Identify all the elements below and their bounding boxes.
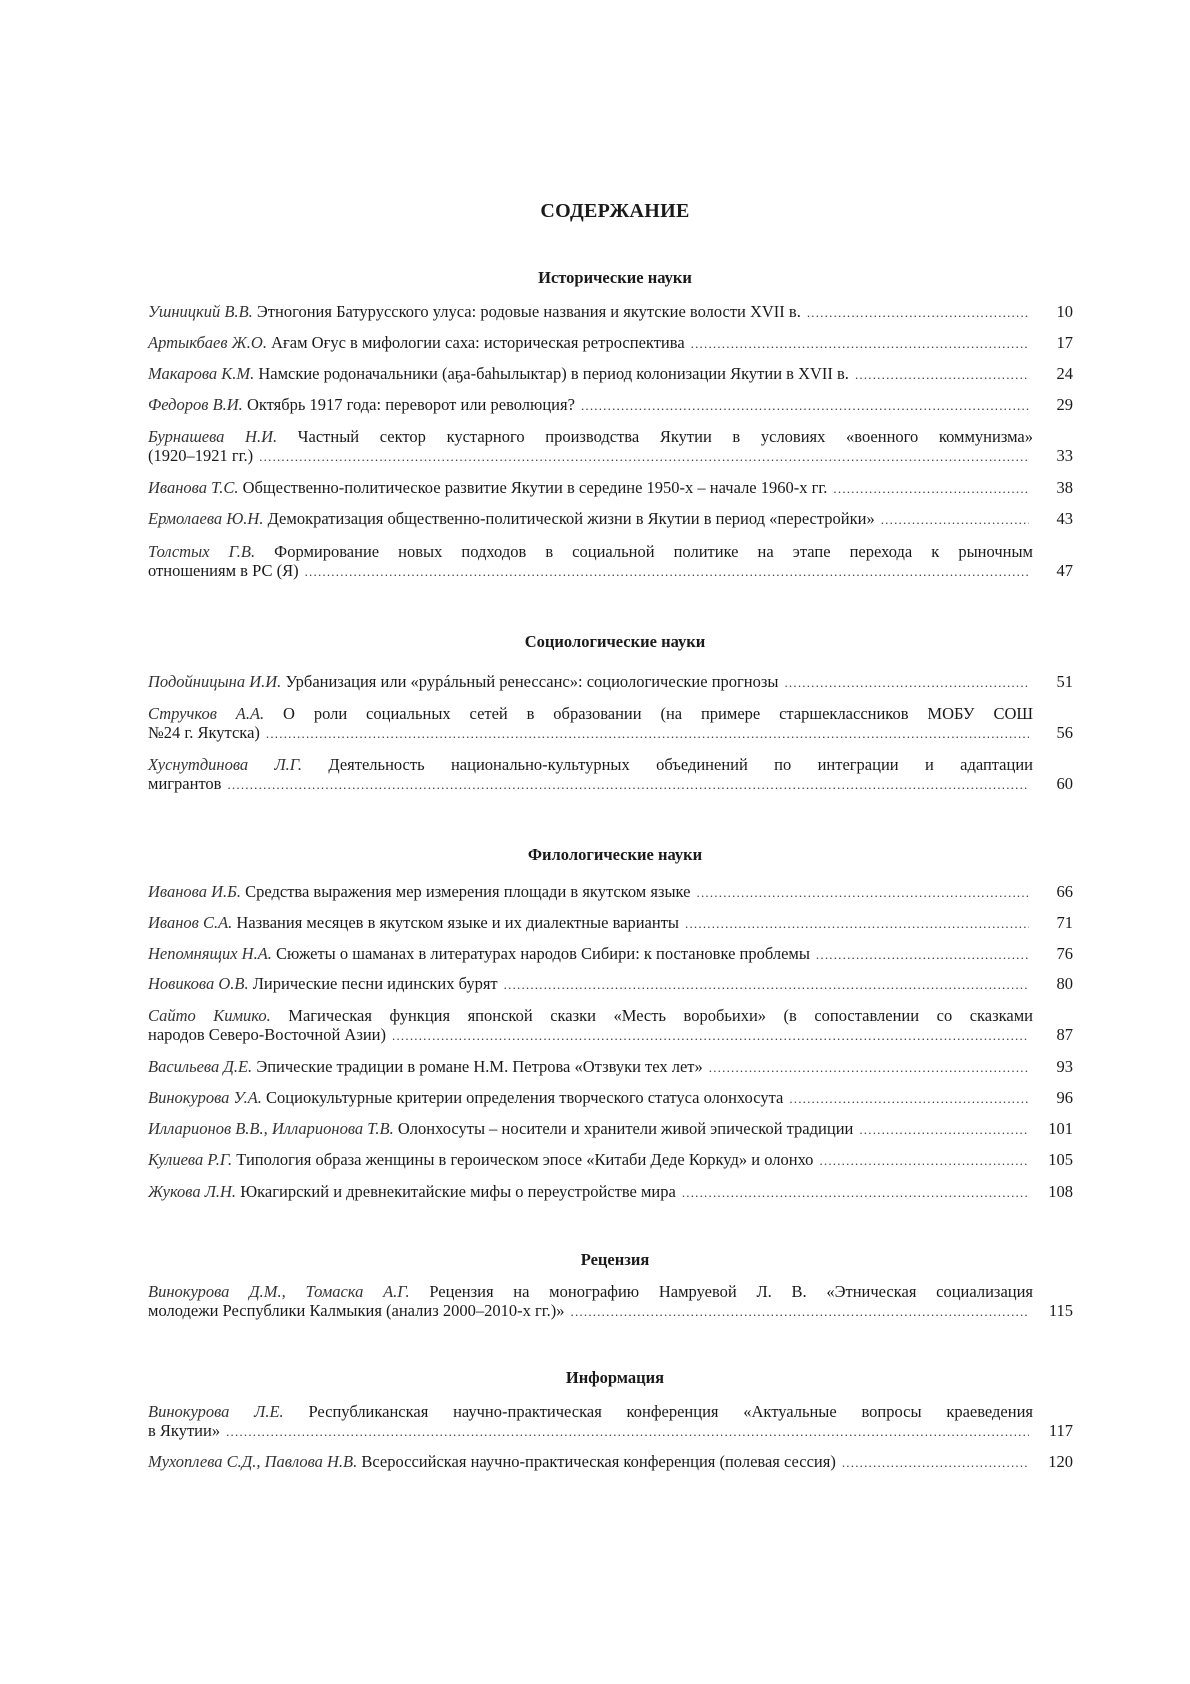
entry-author: Илларионов В.В., Илларионова Т.В. [148, 1119, 394, 1138]
entry-title-continued: народов Северо-Восточной Азии) [148, 1025, 387, 1044]
toc-entry[interactable] [148, 1057, 1073, 1077]
dot-leader [842, 1453, 1029, 1472]
entry-author: Федоров В.И. [148, 395, 243, 414]
entry-title: Октябрь 1917 года: переворот или революция? [246, 395, 575, 414]
entry-line [148, 1119, 1073, 1139]
entry-line [148, 302, 1073, 322]
dot-leader [816, 945, 1029, 964]
entry-line [148, 509, 1073, 529]
entry-line-1 [148, 1402, 1033, 1421]
entry-line-1 [148, 1006, 1033, 1025]
entry-title: Социокультурные критерии определения творческого статуса олонхосута [266, 1088, 784, 1107]
page-number[interactable]: 56 [1056, 723, 1073, 742]
page-title: СОДЕРЖАНИЕ [540, 200, 690, 222]
entry-line [148, 944, 1073, 964]
page-number[interactable]: 33 [1056, 446, 1073, 465]
toc-entry[interactable] [148, 1402, 1073, 1441]
entry-line [148, 1088, 1073, 1108]
entry-author: Артыкбаев Ж.О. [148, 333, 267, 352]
entry-title-continued: в Якутии» [148, 1421, 221, 1440]
page-number[interactable]: 87 [1056, 1025, 1073, 1044]
entry-title: Средства выражения мер измерения площади в якутском языке [245, 882, 691, 901]
section-heading: Социологические науки [524, 632, 706, 651]
page-number[interactable]: 10 [1056, 302, 1073, 321]
entry-title: Формирование новых подходов в социальной политике на этапе перехода к рыночным [274, 542, 1033, 561]
entry-author: Мухоплева С.Д., Павлова Н.В. [148, 1452, 358, 1471]
entry-line [148, 1182, 1073, 1202]
entry-author: Хуснутдинова Л.Г. [148, 755, 303, 774]
toc-entry[interactable] [148, 1006, 1073, 1045]
entry-author: Иванова И.Б. [148, 882, 241, 901]
entry-author: Ермолаева Ю.Н. [148, 509, 264, 528]
entry-author: Винокурова Д.М., Томаска А.Г. [148, 1282, 410, 1301]
entry-line-2 [148, 561, 1073, 581]
entry-line [148, 882, 1073, 902]
page-number[interactable]: 120 [1048, 1452, 1073, 1471]
entry-title: Урбанизация или «рурáльный ренессанс»: социологические прогнозы [285, 672, 779, 691]
entry-line [148, 672, 1073, 692]
entry-line [148, 913, 1073, 933]
dot-leader [259, 447, 1029, 466]
entry-line-2 [148, 723, 1073, 743]
dot-leader [881, 510, 1029, 529]
entry-line-1 [148, 427, 1033, 446]
entry-author: Сайто Кимико. [148, 1006, 271, 1025]
entry-title: Юкагирский и древнекитайские мифы о переустройстве мира [240, 1182, 676, 1201]
entry-title: Лирические песни идинских бурят [252, 974, 498, 993]
dot-leader [392, 1026, 1029, 1045]
entry-line-1 [148, 1282, 1033, 1301]
toc-entry[interactable] [148, 944, 1073, 964]
entry-author: Подойницына И.И. [148, 672, 282, 691]
toc-entry[interactable] [148, 704, 1073, 743]
entry-line [148, 1452, 1073, 1472]
entry-title: Всероссийская научно-практическая конференция (полевая сессия) [361, 1452, 836, 1471]
entry-title: Эпические традиции в романе Н.М. Петрова «Отзвуки тех лет» [256, 1057, 703, 1076]
entry-line [148, 364, 1073, 384]
toc-entry[interactable] [148, 427, 1073, 466]
dot-leader [227, 775, 1029, 794]
dot-leader [855, 365, 1029, 384]
entry-line-2 [148, 1421, 1073, 1441]
dot-leader [685, 914, 1029, 933]
page-number[interactable]: 51 [1056, 672, 1073, 691]
page-number[interactable]: 71 [1056, 913, 1073, 932]
dot-leader [789, 1089, 1029, 1108]
toc-entry[interactable] [148, 542, 1073, 581]
entry-title-continued: №24 г. Якутска) [148, 723, 260, 742]
entry-title: Типология образа женщины в героическом эпосе «Китаби Деде Коркуд» и олонхо [236, 1150, 814, 1169]
page-number[interactable]: 76 [1056, 944, 1073, 963]
entry-author: Васильева Д.Е. [148, 1057, 253, 1076]
entry-title: Частный сектор кустарного производства Якутии в условиях «военного коммунизма» [297, 427, 1034, 446]
dot-leader [226, 1422, 1029, 1441]
entry-line-2 [148, 774, 1073, 794]
toc-entry[interactable] [148, 882, 1073, 902]
entry-title-continued: (1920–1921 гг.) [148, 446, 254, 465]
page-number[interactable]: 38 [1056, 478, 1073, 497]
entry-author: Толстых Г.В. [148, 542, 256, 561]
page-number[interactable]: 66 [1056, 882, 1073, 901]
dot-leader [266, 724, 1029, 743]
entry-title-continued: молодежи Республики Калмыкия (анализ 2000–2010-х гг.)» [148, 1301, 565, 1320]
page-number[interactable]: 115 [1048, 1301, 1073, 1320]
entry-line-1 [148, 542, 1033, 561]
toc-entry[interactable] [148, 1150, 1073, 1170]
section-heading: Исторические науки [538, 268, 692, 287]
dot-leader [571, 1302, 1029, 1321]
toc-entry[interactable] [148, 1088, 1073, 1108]
entry-title: Деятельность национально-культурных объединений по интеграции и адаптации [328, 755, 1033, 774]
entry-line-2 [148, 1301, 1073, 1321]
entry-title: Общественно-политическое развитие Якутии в середине 1950-х – начале 1960-х гг. [242, 478, 828, 497]
entry-title: Этногония Батурусского улуса: родовые названия и якутские волости XVII в. [256, 302, 801, 321]
page-number[interactable]: 80 [1056, 974, 1073, 993]
entry-title: Намские родоначальники (аҕа-баһылыктар) в период колонизации Якутии в XVII в. [258, 364, 849, 383]
entry-author: Винокурова У.А. [148, 1088, 262, 1107]
entry-author: Непомнящих Н.А. [148, 944, 272, 963]
toc-entry[interactable] [148, 1452, 1073, 1472]
section-heading: Рецензия [580, 1250, 650, 1269]
entry-author: Иванов С.А. [148, 913, 233, 932]
dot-leader [305, 562, 1029, 581]
toc-entry[interactable] [148, 974, 1073, 994]
page-number[interactable]: 43 [1056, 509, 1073, 528]
dot-leader [859, 1120, 1029, 1139]
toc-entry[interactable] [148, 333, 1073, 353]
entry-title: Магическая функция японской сказки «Месть воробьихи» (в сопоставлении со сказками [288, 1006, 1034, 1025]
entry-title: Республиканская научно-практическая конференция «Актуальные вопросы краеведения [308, 1402, 1034, 1421]
entry-title: Названия месяцев в якутском языке и их диалектные варианты [236, 913, 680, 932]
page-number[interactable]: 117 [1048, 1421, 1073, 1440]
dot-leader [709, 1058, 1029, 1077]
entry-author: Кулиева Р.Г. [148, 1150, 233, 1169]
entry-author: Макарова К.М. [148, 364, 255, 383]
entry-line [148, 1057, 1073, 1077]
dot-leader [833, 479, 1029, 498]
section-heading: Информация [565, 1368, 665, 1387]
toc-entry[interactable] [148, 395, 1073, 415]
entry-author: Стручков А.А. [148, 704, 265, 723]
dot-leader [691, 334, 1029, 353]
entry-line [148, 333, 1073, 353]
page-number[interactable]: 24 [1056, 364, 1073, 383]
entry-author: Жукова Л.Н. [148, 1182, 237, 1201]
dot-leader [682, 1183, 1029, 1202]
entry-line-2 [148, 446, 1073, 466]
entry-line-1 [148, 704, 1033, 723]
dot-leader [581, 396, 1029, 415]
entry-author: Ушницкий В.В. [148, 302, 253, 321]
entry-line-1 [148, 755, 1033, 774]
toc-entry[interactable] [148, 364, 1073, 384]
toc-entry[interactable] [148, 478, 1073, 498]
page-number[interactable]: 17 [1056, 333, 1073, 352]
entry-title-continued: отношениям в РС (Я) [148, 561, 299, 580]
dot-leader [784, 673, 1029, 692]
page-number[interactable]: 29 [1056, 395, 1073, 414]
page-number[interactable]: 47 [1056, 561, 1073, 580]
section-heading: Филологические науки [527, 845, 703, 864]
toc-entry[interactable] [148, 755, 1073, 794]
dot-leader [697, 883, 1030, 902]
page-number[interactable]: 93 [1056, 1057, 1073, 1076]
page-number[interactable]: 96 [1056, 1088, 1073, 1107]
toc-entry[interactable] [148, 302, 1073, 322]
entry-title: Сюжеты о шаманах в литературах народов Сибири: к постановке проблемы [276, 944, 810, 963]
dot-leader [819, 1151, 1029, 1170]
entry-line [148, 974, 1073, 994]
page-number[interactable]: 60 [1056, 774, 1073, 793]
entry-title: О роли социальных сетей в образовании (на примере старшеклассников МОБУ СОШ [283, 704, 1034, 723]
entry-author: Новикова О.В. [148, 974, 249, 993]
page-number[interactable]: 105 [1048, 1150, 1073, 1169]
toc-entry[interactable] [148, 913, 1073, 933]
entry-author: Бурнашева Н.И. [148, 427, 278, 446]
entry-author: Иванова Т.С. [148, 478, 239, 497]
entry-author: Винокурова Л.Е. [148, 1402, 284, 1421]
dot-leader [807, 303, 1029, 322]
toc-entry[interactable] [148, 1282, 1073, 1321]
entry-title: Демократизация общественно-политической жизни в Якутии в период «перестройки» [267, 509, 875, 528]
toc-entry[interactable] [148, 509, 1073, 529]
toc-entry[interactable] [148, 672, 1073, 692]
entry-line-2 [148, 1025, 1073, 1045]
toc-entry[interactable] [148, 1119, 1073, 1139]
toc-entry[interactable] [148, 1182, 1073, 1202]
entry-line [148, 395, 1073, 415]
entry-title: Рецензия на монографию Намруевой Л. В. «Этническая социализация [429, 1282, 1034, 1301]
entry-title: Ағам Оғус в мифологии саха: историческая ретроспектива [271, 333, 685, 352]
entry-title-continued: мигрантов [148, 774, 222, 793]
dot-leader [504, 975, 1029, 994]
page-number[interactable]: 101 [1048, 1119, 1073, 1138]
page-number[interactable]: 108 [1048, 1182, 1073, 1201]
entry-title: Олонхосуты – носители и хранители живой эпической традиции [397, 1119, 854, 1138]
entry-line [148, 478, 1073, 498]
entry-line [148, 1150, 1073, 1170]
